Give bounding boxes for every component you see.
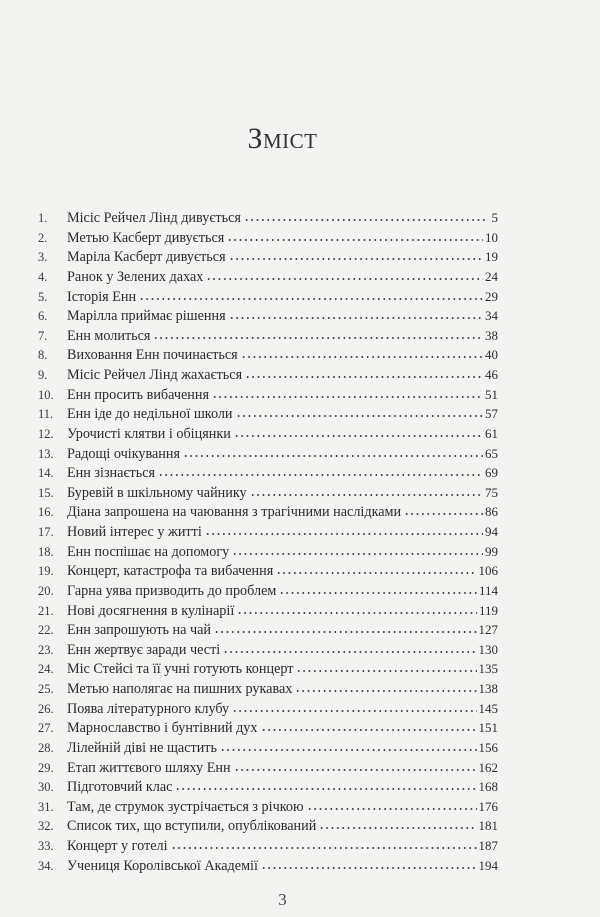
chapter-number: 11. (38, 407, 54, 422)
chapter-number: 28. (38, 740, 54, 755)
chapter-title: Маріла Касберт дивується (67, 249, 226, 266)
chapter-page: 40 (485, 347, 498, 363)
toc-entry (38, 738, 498, 758)
dot-leader (229, 257, 483, 261)
toc-entry (38, 365, 498, 385)
chapter-number: 23. (38, 642, 54, 657)
dot-leader (279, 591, 477, 595)
dot-leader (261, 866, 477, 870)
chapter-page: 86 (485, 504, 498, 520)
chapter-page: 130 (478, 641, 498, 657)
chapter-title: Місіс Рейчел Лінд дивується (67, 210, 241, 226)
toc-entry (38, 561, 498, 581)
chapter-title: Енн запрошують на чай (67, 622, 212, 639)
dot-leader (229, 316, 483, 320)
chapter-title: Енн молиться (67, 327, 151, 344)
chapter-number: 25. (38, 682, 54, 696)
chapter-title: Місіс Рейчел Лінд жахається (67, 367, 243, 383)
chapter-title: Етап життєвого шляху Енн (67, 759, 231, 776)
chapter-page: 99 (485, 543, 498, 559)
chapter-page: 24 (485, 268, 498, 284)
toc-entry (38, 326, 498, 346)
dot-leader (261, 728, 477, 732)
toc-entry (38, 247, 498, 267)
dot-leader (244, 218, 486, 222)
chapter-number: 21. (38, 603, 54, 618)
toc-entry (38, 385, 498, 405)
chapter-page: 135 (478, 661, 498, 677)
chapter-title: Урочисті клятви і обіцянки (67, 425, 231, 442)
chapter-page: 10 (485, 229, 498, 245)
chapter-number: 17. (38, 525, 54, 539)
chapter-number: 1. (38, 211, 48, 225)
dot-leader (175, 787, 476, 791)
toc-entry (38, 345, 498, 365)
chapter-number: 29. (38, 760, 54, 775)
chapter-page: 181 (478, 818, 498, 834)
dot-leader (220, 748, 477, 752)
toc-entry (38, 718, 498, 738)
chapter-title: Концерт у готелі (67, 838, 168, 854)
chapter-title: Міс Стейсі та її учні готують концерт (67, 661, 294, 678)
dot-leader (245, 375, 483, 379)
chapter-page: 119 (478, 602, 498, 618)
toc-entry (38, 444, 498, 464)
chapter-number: 15. (38, 485, 54, 500)
chapter-title: Енн просить вибачення (67, 386, 210, 403)
dot-leader (237, 611, 477, 615)
chapter-page: 151 (478, 720, 498, 736)
dot-leader (232, 552, 483, 556)
chapter-title: Концерт, катастрофа та вибачення (67, 563, 274, 580)
dot-leader (212, 395, 483, 399)
dot-leader (183, 454, 483, 458)
chapter-number: 5. (38, 289, 48, 304)
dot-leader (307, 807, 477, 811)
chapter-title: Виховання Енн починається (67, 347, 238, 364)
chapter-number: 10. (38, 387, 54, 402)
toc-entry (38, 542, 498, 562)
chapter-page: 61 (485, 425, 498, 441)
toc-entry (38, 856, 498, 876)
dot-leader (234, 768, 477, 772)
toc-entry (38, 758, 498, 778)
toc-entry (38, 404, 498, 424)
dot-leader (236, 414, 483, 418)
dot-leader (227, 238, 483, 242)
toc-entry (38, 581, 498, 601)
chapter-page: 34 (485, 308, 498, 324)
chapter-title: Енн іде до недільної школи (67, 406, 233, 423)
dot-leader (404, 512, 483, 516)
dot-leader (276, 571, 476, 575)
chapter-number: 24. (38, 662, 54, 677)
chapter-page: 94 (485, 524, 498, 539)
chapter-page: 38 (485, 327, 498, 343)
chapter-page: 51 (485, 386, 498, 402)
chapter-page: 19 (485, 249, 498, 265)
chapter-page: 29 (485, 288, 498, 304)
dot-leader (223, 650, 476, 654)
chapter-number: 19. (38, 564, 54, 579)
dot-leader (139, 297, 483, 301)
dot-leader (250, 493, 483, 497)
chapter-number: 20. (38, 583, 54, 598)
chapter-title: Новий інтерес у житті (67, 524, 202, 540)
chapter-number: 16. (38, 505, 54, 520)
chapter-number: 13. (38, 446, 54, 461)
chapter-page: 176 (478, 798, 498, 814)
dot-leader (206, 277, 483, 281)
dot-leader (232, 709, 476, 713)
chapter-page: 156 (478, 739, 498, 755)
table-of-contents (38, 208, 498, 875)
toc-entry (38, 502, 498, 522)
dot-leader (153, 336, 483, 340)
toc-entry (38, 659, 498, 679)
toc-entry (38, 620, 498, 640)
chapter-title: Лілейній діві не щастить (67, 739, 217, 756)
chapter-number: 22. (38, 623, 54, 638)
chapter-title: Історія Енн (67, 288, 137, 305)
dot-leader (171, 846, 477, 850)
toc-entry (38, 522, 498, 542)
dot-leader (234, 434, 483, 438)
chapter-title: Метью Касберт дивується (67, 229, 225, 246)
chapter-page: 168 (478, 779, 498, 795)
chapter-number: 30. (38, 780, 54, 795)
toc-entry (38, 816, 498, 836)
chapter-page: 114 (478, 582, 498, 598)
chapter-number: 34. (38, 858, 54, 873)
chapter-page: 69 (485, 465, 498, 481)
dot-leader (214, 630, 476, 634)
chapter-title: Радощі очікування (67, 445, 181, 462)
chapter-page: 127 (478, 622, 498, 638)
chapter-title: Гарна уява призводить до проблем (67, 582, 277, 599)
chapter-title: Енн зізнається (67, 465, 156, 482)
page-number: 3 (278, 890, 287, 909)
toc-entry (38, 601, 498, 621)
chapter-title: Поява літературного клубу (67, 700, 230, 717)
chapter-title: Там, де струмок зустрічається з річкою (67, 798, 304, 815)
dot-leader (319, 826, 476, 830)
chapter-number: 32. (38, 819, 54, 834)
chapter-page: 46 (485, 367, 498, 382)
chapter-title: Метью наполягає на пишних рукавах (67, 681, 293, 697)
chapter-page: 145 (478, 700, 498, 716)
chapter-page: 65 (485, 445, 498, 461)
chapter-page: 106 (478, 563, 498, 579)
chapter-number: 6. (38, 309, 48, 324)
chapter-number: 18. (38, 544, 54, 559)
toc-entry (38, 797, 498, 817)
dot-leader (241, 355, 483, 359)
page-title: Зміст (247, 122, 318, 155)
toc-entry (38, 679, 498, 699)
chapter-page: 162 (478, 759, 498, 775)
toc-entry (38, 640, 498, 660)
toc-entry (38, 424, 498, 444)
toc-entry (38, 208, 498, 228)
chapter-page: 187 (478, 838, 498, 853)
chapter-page: 5 (491, 210, 498, 225)
toc-entry (38, 306, 498, 326)
toc-entry (38, 463, 498, 483)
chapter-number: 27. (38, 721, 54, 736)
chapter-title: Учениця Королівської Академії (67, 857, 258, 874)
chapter-title: Енн жертвує заради честі (67, 641, 221, 658)
chapter-title: Список тих, що вступили, опублікований (67, 818, 317, 835)
toc-entry (38, 267, 498, 287)
chapter-page: 194 (478, 857, 498, 873)
toc-entry (38, 777, 498, 797)
chapter-page: 138 (478, 681, 498, 696)
chapter-page: 57 (485, 406, 498, 422)
toc-entry (38, 699, 498, 719)
chapter-number: 7. (38, 328, 48, 343)
chapter-number: 26. (38, 701, 54, 716)
toc-entry (38, 228, 498, 248)
dot-leader (158, 473, 483, 477)
chapter-title: Ранок у Зелених дахах (67, 268, 204, 285)
dot-leader (295, 689, 476, 693)
chapter-number: 31. (38, 799, 54, 814)
chapter-number: 8. (38, 348, 48, 363)
toc-entry (38, 836, 498, 856)
chapter-number: 9. (38, 368, 48, 382)
chapter-number: 2. (38, 230, 48, 245)
chapter-number: 14. (38, 466, 54, 481)
chapter-number: 33. (38, 839, 54, 853)
chapter-title: Марілла приймає рішення (67, 308, 226, 325)
chapter-title: Енн поспішає на допомогу (67, 543, 230, 560)
chapter-number: 3. (38, 250, 48, 265)
dot-leader (296, 669, 476, 673)
toc-entry (38, 287, 498, 307)
dot-leader (205, 532, 483, 536)
chapter-title: Буревій в шкільному чайнику (67, 484, 247, 501)
chapter-title: Діана запрошена на чаювання з трагічними наслідками (67, 504, 402, 521)
chapter-title: Нові досягнення в кулінарії (67, 602, 235, 619)
chapter-title: Підготовчий клас (67, 779, 173, 796)
chapter-page: 75 (485, 484, 498, 500)
chapter-number: 4. (38, 269, 48, 284)
chapter-title: Марнославство і бунтівний дух (67, 720, 258, 737)
chapter-number: 12. (38, 426, 54, 441)
toc-entry (38, 483, 498, 503)
